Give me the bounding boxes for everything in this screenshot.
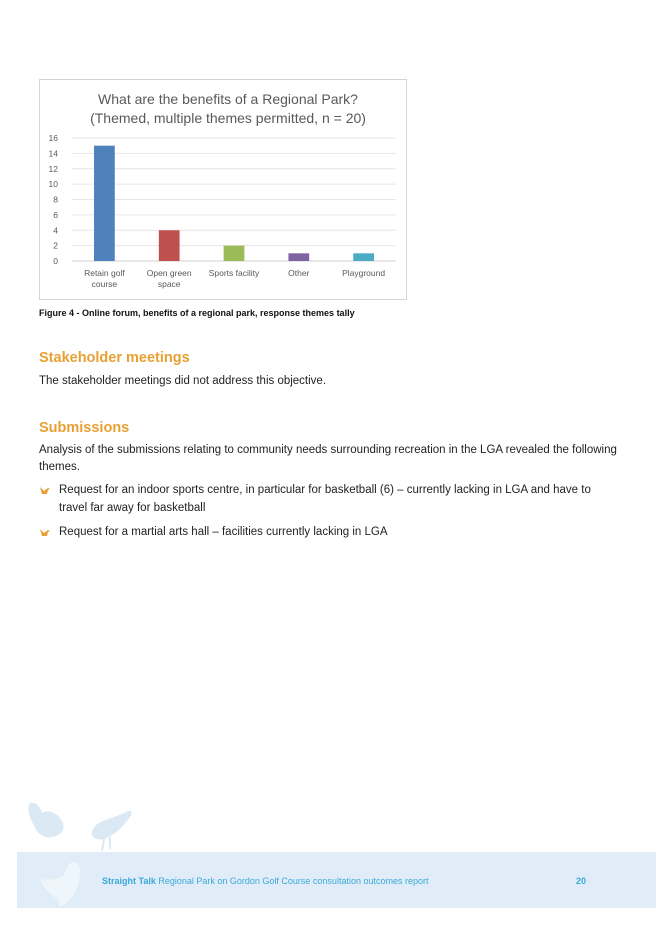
- submissions-heading: Submissions: [39, 420, 130, 436]
- footer-brand: Straight Talk: [102, 876, 156, 886]
- y-tick-label: 12: [48, 163, 58, 174]
- y-tick-label: 0: [53, 256, 58, 266]
- footer-report-title: Regional Park on Gordon Golf Course consultation outcomes report: [155, 876, 429, 886]
- stakeholder-text: The stakeholder meetings did not address this objective.: [39, 375, 327, 387]
- x-tick-label: Retain golf: [84, 268, 125, 278]
- chart-y-axis: [49, 133, 59, 266]
- bird-silhouette-icon: [20, 795, 140, 910]
- list-item: [39, 481, 619, 517]
- x-tick-label: course: [91, 279, 118, 289]
- figure-caption: Figure 4 - Online forum, benefits of a regional park, response themes tally: [39, 308, 355, 318]
- bar: [159, 230, 180, 261]
- x-tick-label: Open green: [146, 268, 192, 278]
- chart-x-axis: [84, 268, 385, 289]
- x-tick-label: Sports facility: [208, 268, 260, 278]
- y-tick-label: 10: [48, 179, 58, 190]
- bar: [353, 253, 374, 261]
- benefits-chart: [39, 79, 407, 300]
- stakeholder-heading: Stakeholder meetings: [39, 350, 190, 366]
- y-tick-label: 16: [48, 133, 58, 143]
- chart-bars: [94, 146, 374, 261]
- x-tick-label: Playground: [342, 268, 386, 278]
- y-tick-label: 6: [53, 209, 58, 220]
- bar: [94, 146, 115, 261]
- bar: [288, 253, 309, 261]
- page-number: 20: [576, 876, 587, 886]
- bullet-text: Request for an indoor sports centre, in particular for basketball (6) – currently lacking in LGA and have to travel far away for basketball: [59, 484, 591, 514]
- footer-title: [102, 876, 429, 886]
- chart-svg: [40, 80, 406, 299]
- submissions-list: [39, 481, 619, 547]
- y-tick-label: 4: [53, 225, 58, 236]
- x-tick-label: space: [157, 279, 181, 289]
- bullet-text: Request for a martial arts hall – facilities currently lacking in LGA: [59, 526, 388, 538]
- y-tick-label: 14: [48, 148, 58, 159]
- bar: [224, 246, 245, 261]
- submissions-text: Analysis of the submissions relating to community needs surrounding recreation in the LGA revealed the following themes.: [39, 444, 617, 473]
- chart-grid: [72, 138, 396, 261]
- x-tick-label: Other: [288, 268, 310, 278]
- y-tick-label: 2: [53, 240, 58, 251]
- chart-title: What are the benefits of a Regional Park?: [98, 91, 358, 107]
- bird-bullet-icon: [39, 484, 51, 496]
- chart-subtitle: (Themed, multiple themes permitted, n = 20): [90, 110, 366, 126]
- bird-bullet-icon: [39, 526, 51, 538]
- y-tick-label: 8: [53, 194, 58, 205]
- list-item: [39, 523, 619, 541]
